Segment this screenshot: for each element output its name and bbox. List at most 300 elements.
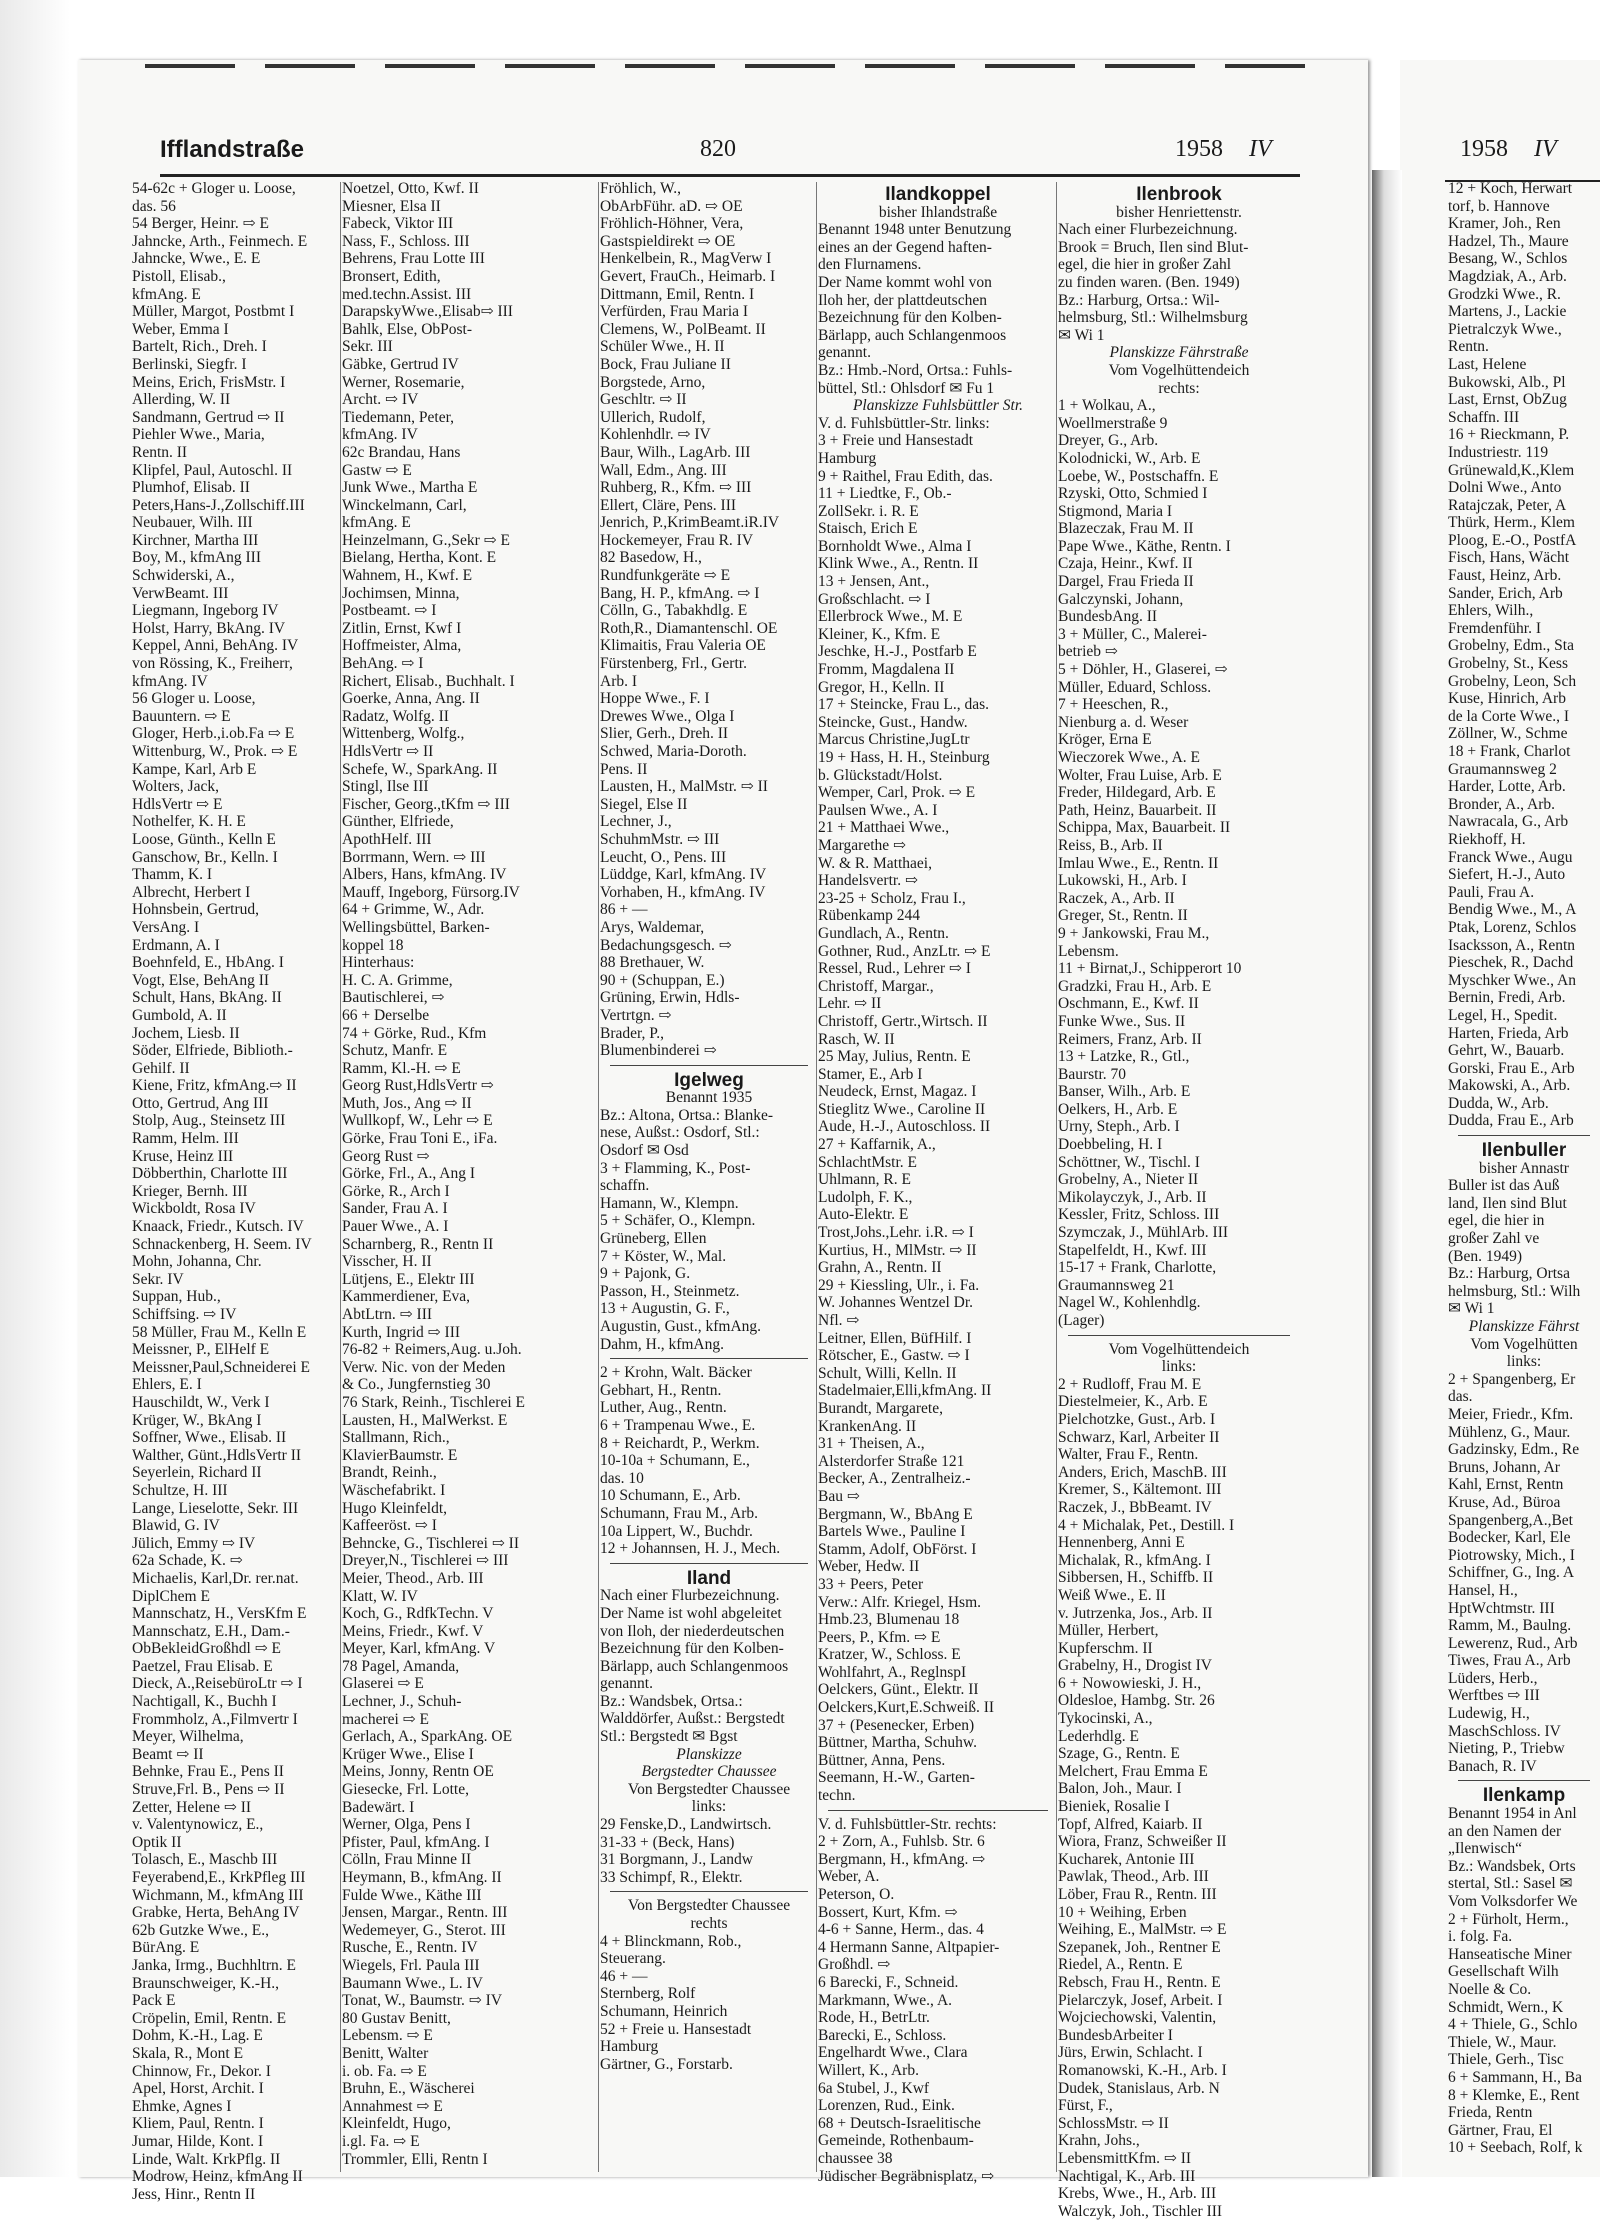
directory-line: Hanseatische Miner xyxy=(1448,1945,1572,1963)
directory-line: Keppel, Anni, BehAng. IV xyxy=(132,637,299,655)
directory-line: Wickboldt, Rosa IV xyxy=(132,1200,256,1218)
directory-line: 17 + Steincke, Frau L., das. xyxy=(818,696,990,714)
directory-line: ObArbFühr. aD. ⇨ OE xyxy=(600,197,743,215)
directory-line: Sekr. IV xyxy=(132,1270,184,1288)
directory-line: Mannschatz, H., VersKfm E xyxy=(132,1605,307,1623)
directory-line: Günther, Elfriede, xyxy=(342,813,454,831)
directory-line: Dieck, A.,ReisebüroLtr ⇨ I xyxy=(132,1675,303,1693)
directory-line: Last, Helene xyxy=(1448,355,1527,373)
directory-line: Miesner, Elsa II xyxy=(342,197,441,215)
section-rule xyxy=(1458,1780,1590,1781)
directory-line: Kremer, S., Kältemont. III xyxy=(1058,1481,1222,1499)
directory-line: Pauer Wwe., A. I xyxy=(342,1218,449,1236)
book-gutter xyxy=(1372,170,1402,2177)
directory-line: Klimaitis, Frau Valeria OE xyxy=(600,637,766,655)
column-1 xyxy=(132,180,342,2203)
directory-line: Harten, Frieda, Arb xyxy=(1448,1024,1569,1042)
directory-line: Rebsch, Frau H., Rentn. E xyxy=(1058,1973,1221,1991)
directory-line: Hockemeyer, Frau R. IV xyxy=(600,531,754,549)
directory-line: Ehmke, Agnes I xyxy=(132,2097,232,2115)
directory-line: Fröhlich, W., xyxy=(600,180,681,197)
directory-line: Szepanek, Joh., Rentner E xyxy=(1058,1938,1221,1956)
directory-line: kfmAng. IV xyxy=(342,426,418,444)
directory-line: V. d. Fuhlsbüttler-Str. links: xyxy=(818,414,990,432)
directory-line: Willert, K., Arb. xyxy=(818,2061,919,2079)
directory-line: Schwed, Maria-Doroth. xyxy=(600,743,747,760)
directory-line: 6a Stubel, J., Kwf xyxy=(818,2079,930,2097)
directory-line: Leucht, O., Pens. III xyxy=(600,848,727,866)
column-4 xyxy=(818,180,1058,2185)
directory-line: schaffn. xyxy=(600,1177,650,1195)
directory-line: 4 + Michalak, Pet., Destill. I xyxy=(1058,1516,1235,1534)
directory-line: Brader, P., xyxy=(600,1024,664,1042)
directory-line: Werner, Rosemarie, xyxy=(342,373,465,391)
directory-line: Hoffmeister, Alma, xyxy=(342,637,462,655)
directory-line: Blumenbinderei ⇨ xyxy=(600,1042,717,1060)
directory-line: Faust, Heinz, Arb. xyxy=(1448,567,1562,585)
directory-line: Vom Volksdorfer We xyxy=(1448,1893,1578,1910)
directory-line: Doebbeling, H. I xyxy=(1058,1136,1163,1154)
directory-line: helmsburg, Stl.: Wilh xyxy=(1448,1282,1581,1300)
directory-line: Heymann, B., kfmAng. II xyxy=(342,1869,502,1886)
directory-line: Nieting, P., Triebw xyxy=(1448,1740,1565,1758)
directory-line: Jülich, Emmy ⇨ IV xyxy=(132,1534,256,1552)
directory-line: 52 + Freie u. Hansestadt xyxy=(600,2020,752,2038)
directory-line: Allerding, W. II xyxy=(132,391,231,409)
directory-line: land, Ilen sind Blut xyxy=(1448,1194,1567,1212)
directory-line: Modrow, Heinz, kfmAng II xyxy=(132,2168,303,2186)
directory-line: Schwiderski, A., xyxy=(132,567,235,585)
directory-line: 64 + Grimme, W., Adr. xyxy=(342,901,485,919)
directory-line: Vogt, Else, BehAng II xyxy=(132,971,270,989)
directory-line: Raczek, J., BbBeamt. IV xyxy=(1058,1498,1212,1516)
directory-line: Pack E xyxy=(132,1992,176,2010)
directory-line: Krüger Wwe., Elise I xyxy=(342,1745,474,1763)
directory-line: 8 + Klemke, E., Rent xyxy=(1448,2086,1580,2104)
directory-line: Fürst, F., xyxy=(1058,2097,1113,2115)
directory-line: Bernin, Fredi, Arb. xyxy=(1448,989,1566,1007)
directory-line: Lange, Lieselotte, Sekr. III xyxy=(132,1499,299,1517)
directory-line: Riekhoff, H. xyxy=(1448,830,1526,848)
directory-line: Jenrich, P.,KrimBeamt.iR.IV xyxy=(600,514,780,532)
directory-line: Beamt ⇨ II xyxy=(132,1745,204,1763)
directory-line: Kleinfeldt, Hugo, xyxy=(342,2115,451,2133)
street-heading: Ilenkamp xyxy=(1482,1785,1566,1807)
directory-line: Grodzki Wwe., R. xyxy=(1448,285,1561,303)
directory-line: 2 + Zorn, A., Fuhlsb. Str. 6 xyxy=(818,1833,985,1851)
directory-line: 11 + Birnat,J., Schipperort 10 xyxy=(1058,960,1242,978)
directory-line: torf, b. Hannove xyxy=(1448,197,1550,215)
directory-line: Kessler, Fritz, Schloss. III xyxy=(1058,1206,1220,1224)
directory-line: Kiene, Fritz, kfmAng.⇨ II xyxy=(132,1077,297,1095)
directory-line: Radatz, Wolfg. II xyxy=(342,707,449,725)
directory-line: Ullerich, Rudolf, xyxy=(600,408,706,426)
directory-line: Bergmann, H., kfmAng. ⇨ xyxy=(818,1850,986,1868)
directory-line: Suppan, Hub., xyxy=(132,1288,221,1306)
directory-line: Henkelbein, R., MagVerw I xyxy=(600,250,772,268)
directory-line: LebensmittKfm. ⇨ II xyxy=(1058,2149,1192,2167)
directory-line: 4 Hermann Sanne, Altpapier- xyxy=(818,1938,1000,1956)
directory-line: Steincke, Gust., Handw. xyxy=(818,713,968,731)
directory-line: 88 Brethauer, W. xyxy=(600,954,705,972)
directory-line: Bahlk, Else, ObPost- xyxy=(342,320,473,338)
directory-line: Frommholz, A.,Filmvertr I xyxy=(132,1710,298,1728)
directory-line: Meins, Friedr., Kwf. V xyxy=(342,1622,484,1640)
directory-line: Visscher, H. II xyxy=(342,1253,432,1271)
directory-line: das. xyxy=(1448,1388,1473,1406)
directory-line: Lechner, J., xyxy=(600,813,672,831)
directory-line: Bautischlerei, ⇨ xyxy=(342,989,445,1007)
directory-line: Görke, Frl., A., Ang I xyxy=(342,1165,476,1183)
directory-line: 23-25 + Scholz, Frau I., xyxy=(818,889,966,907)
directory-line: Kirchner, Martha III xyxy=(132,531,259,549)
directory-line: Fromm, Magdalena II xyxy=(818,661,955,679)
directory-line: Michalak, R., kfmAng. I xyxy=(1058,1551,1211,1569)
directory-line: Kupferschm. II xyxy=(1058,1639,1153,1657)
directory-line: Lüddge, Karl, kfmAng. IV xyxy=(600,866,767,884)
directory-line: Pawlak, Theod., Arb. III xyxy=(1058,1868,1209,1886)
directory-line: i. ob. Fa. ⇨ E xyxy=(342,2062,427,2080)
directory-line: Wittenberg, Wolfg., xyxy=(342,725,465,743)
directory-line: Linde, Walt. KrkPflg. II xyxy=(132,2150,281,2168)
directory-line: Kliem, Paul, Rentn. I xyxy=(132,2115,264,2133)
column-6 xyxy=(1448,180,1600,2157)
directory-line: Bronsert, Edith, xyxy=(342,267,441,285)
directory-line: 46 + — xyxy=(600,1967,648,1985)
street-heading: Ilenbrook xyxy=(1136,184,1222,205)
directory-line: 76-82 + Reimers,Aug. u.Joh. xyxy=(342,1341,522,1359)
directory-line: Wäschefabrikt. I xyxy=(342,1481,446,1499)
directory-line: 29 Fenske,D., Landwirtsch. xyxy=(600,1816,772,1834)
directory-line: Sander, Frau A. I xyxy=(342,1200,448,1218)
directory-line: Walczyk, Joh., Tischler III xyxy=(1058,2202,1223,2220)
directory-line: Alsterdorfer Straße 121 xyxy=(818,1452,965,1470)
directory-line: Lütjens, E., Elektr III xyxy=(342,1270,475,1288)
directory-line: kfmAng. IV xyxy=(132,672,208,690)
directory-line: 10 + Weihing, Erben xyxy=(1058,1903,1187,1921)
directory-line: Gerlach, A., SparkAng. OE xyxy=(342,1728,513,1746)
directory-line: Wall, Edm., Ang. III xyxy=(600,461,727,479)
centered-line: Von Bergstedter Chaussee xyxy=(627,1780,791,1798)
directory-line: Wohlfahrt, A., ReglnspI xyxy=(818,1663,967,1681)
directory-line: Blazeczak, Frau M. II xyxy=(1058,520,1194,538)
directory-line: Staisch, Erich E xyxy=(818,520,918,538)
directory-line: Harder, Lotte, Arb. xyxy=(1448,778,1566,796)
directory-line: Grabke, Herta, BehAng IV xyxy=(132,1904,300,1922)
directory-line: Bergmann, W., BbAng E xyxy=(818,1505,973,1523)
directory-line: Nach einer Flurbezeichnung. xyxy=(1058,221,1238,239)
directory-line: Aude, H.-J., Autoschloss. II xyxy=(818,1118,991,1136)
directory-line: Banser, Wilh., Arb. E xyxy=(1058,1083,1191,1101)
directory-line: Oldesloe, Hambg. Str. 26 xyxy=(1058,1692,1215,1710)
directory-line: i. folg. Fa. xyxy=(1448,1928,1513,1946)
directory-line: Weiß Wwe., E. II xyxy=(1058,1586,1166,1604)
directory-line: Weber, Hedw. II xyxy=(818,1558,920,1576)
directory-line: 10 + Seebach, Rolf, k xyxy=(1448,2139,1583,2157)
directory-line: 16 + Rieckmann, P. xyxy=(1448,426,1570,444)
directory-line: Siegel, Else II xyxy=(600,795,688,813)
directory-line: BundesbAng. II xyxy=(1058,608,1158,626)
directory-line: Junk Wwe., Martha E xyxy=(342,479,478,497)
directory-line: HdlsVertr ⇨ II xyxy=(342,743,434,760)
directory-line: 10 Schumann, E., Arb. xyxy=(600,1487,741,1505)
directory-line: Krieger, Bernh. III xyxy=(132,1182,248,1200)
year-part-left xyxy=(1175,136,1272,163)
directory-line: Gorski, Frau E., Arb xyxy=(1448,1059,1575,1077)
directory-line: Nagel W., Kohlenhdlg. xyxy=(1058,1294,1201,1312)
directory-line: stertal, Stl.: Sasel ✉ xyxy=(1448,1875,1573,1893)
directory-line: 5 + Schäfer, O., Klempn. xyxy=(600,1212,756,1230)
directory-line: Meier, Theod., Arb. III xyxy=(342,1569,484,1587)
directory-line: Hamburg xyxy=(818,449,877,467)
directory-line: Albrecht, Herbert I xyxy=(132,883,251,901)
directory-line: BundesbArbeiter I xyxy=(1058,2026,1173,2044)
directory-line: Gastw ⇨ E xyxy=(342,461,412,479)
directory-line: Holst, Harry, BkAng. IV xyxy=(132,619,286,637)
directory-line: Loebe, W., Postschaffn. E xyxy=(1058,467,1219,485)
directory-line: 7 + Köster, W., Mal. xyxy=(600,1247,727,1265)
directory-line: Postbeamt. ⇨ I xyxy=(342,602,437,620)
directory-line: Jahncke, Wwe., E. E xyxy=(132,250,261,268)
directory-line: Jensen, Margar., Rentn. III xyxy=(342,1904,508,1922)
directory-line: Bukowski, Alb., Pl xyxy=(1448,373,1566,391)
directory-line: 3 + Freie und Hansestadt xyxy=(818,432,974,450)
column-2 xyxy=(342,180,600,2168)
directory-line: Dittmann, Emil, Rentn. I xyxy=(600,285,755,303)
section-rule xyxy=(610,1563,808,1564)
directory-line: Hugo Kleinfeldt, xyxy=(342,1499,448,1517)
directory-line: 1 + Wolkau, A., xyxy=(1058,397,1156,415)
directory-line: Blawid, G. IV xyxy=(132,1517,220,1535)
directory-line: Paulsen Wwe., A. I xyxy=(818,801,938,819)
directory-line: Michaelis, Karl,Dr. rer.nat. xyxy=(132,1569,299,1587)
directory-line: Walddörfer, Außst.: Bergstedt xyxy=(600,1710,785,1728)
directory-line: Rzyski, Otto, Schmied I xyxy=(1058,485,1208,503)
directory-line: Wiegels, Frl. Paula III xyxy=(342,1956,480,1974)
directory-line: von Iloh, der niederdeutschen xyxy=(600,1622,785,1640)
directory-line: Urny, Steph., Arb. I xyxy=(1058,1118,1180,1136)
centered-line: bisher Ihlandstraße xyxy=(878,203,998,221)
directory-line: Pietralczyk Wwe., xyxy=(1448,320,1562,338)
directory-line: Lebensm. ⇨ E xyxy=(342,2027,433,2045)
directory-line: Luther, Aug., Rentn. xyxy=(600,1399,727,1417)
directory-line: Oelckers,Kurt,E.Schweiß. II xyxy=(818,1699,995,1717)
street-heading: Iland xyxy=(686,1567,732,1589)
directory-line: Reimers, Franz, Arb. II xyxy=(1058,1030,1202,1048)
directory-line: Woellmerstraße 9 xyxy=(1058,414,1168,432)
directory-line: Bruhn, E., Wäscherei xyxy=(342,2080,475,2098)
directory-line: Pielarczyk, Josef, Arbeit. I xyxy=(1058,1991,1223,2009)
directory-line: 6 + Sammann, H., Ba xyxy=(1448,2068,1583,2086)
directory-line: Hamann, W., Klempn. xyxy=(600,1194,739,1212)
directory-line: Walther, Günt.,HdlsVertr II xyxy=(132,1446,302,1464)
directory-line: Oelckers, Günt., Elektr. II xyxy=(818,1681,979,1699)
directory-line: Döbberthin, Charlotte III xyxy=(132,1165,288,1183)
directory-line: Romanowski, K.-H., Arb. I xyxy=(1058,2061,1227,2079)
directory-line: Jüdischer Begräbnisplatz, ⇨ xyxy=(818,2167,995,2185)
directory-line: Hansel, H., xyxy=(1448,1581,1518,1599)
directory-line: Stigmond, Maria I xyxy=(1058,502,1173,520)
street-header: Ifflandstraße xyxy=(160,136,305,163)
directory-line: Georg Rust ⇨ xyxy=(342,1147,430,1165)
directory-line: Meier, Friedr., Kfm. xyxy=(1448,1405,1574,1423)
directory-line: Müller, Margot, Postbmt I xyxy=(132,303,295,321)
directory-line: Zitlin, Ernst, Kwf I xyxy=(342,619,462,637)
directory-line: Neubauer, Wilh. III xyxy=(132,514,253,532)
directory-line: Bieniek, Rosalie I xyxy=(1058,1798,1170,1816)
directory-line: 21 + Matthaei Wwe., xyxy=(818,819,950,837)
directory-line: Dolni Wwe., Anto xyxy=(1448,479,1562,497)
directory-line: Tiwes, Frau A., Arb xyxy=(1448,1652,1571,1670)
directory-line: Burandt, Margarete, xyxy=(818,1399,943,1417)
directory-line: 6 + Nowowieski, J. H., xyxy=(1058,1674,1202,1692)
directory-line: Graumannsweg 2 xyxy=(1448,760,1557,778)
directory-line: Kaffeeröst. ⇨ I xyxy=(342,1517,437,1535)
directory-line: 56 Gloger u. Loose, xyxy=(132,690,256,708)
directory-line: Müller, Eduard, Schloss. xyxy=(1058,678,1212,696)
directory-line: Janka, Irmg., Buchhltrn. E xyxy=(132,1956,297,1974)
directory-line: Rode, H., BetrLtr. xyxy=(818,2009,930,2027)
directory-line: Kucharek, Antonie III xyxy=(1058,1850,1195,1868)
directory-line: Richert, Elisab., Buchhalt. I xyxy=(342,672,515,690)
directory-line: Bärlapp, auch Schlangenmoos xyxy=(600,1657,789,1675)
directory-line: Seyerlein, Richard II xyxy=(132,1464,262,1482)
directory-line: Ploog, E.-O., PostfA xyxy=(1448,531,1577,549)
directory-line: Szage, G., Rentn. E xyxy=(1058,1745,1180,1763)
directory-line: Baurstr. 70 xyxy=(1058,1065,1127,1083)
directory-line: Osdorf ✉ Osd xyxy=(600,1142,689,1160)
directory-line: Kampe, Karl, Arb E xyxy=(132,760,257,778)
directory-line: Bang, H. P., kfmAng. ⇨ I xyxy=(600,584,760,602)
directory-line: 19 + Hass, H. H., Steinburg xyxy=(818,749,990,766)
directory-line: Nfl. ⇨ xyxy=(818,1312,860,1329)
directory-line: Auto-Elektr. E xyxy=(818,1206,909,1224)
directory-line: Diestelmeier, K., Arb. E xyxy=(1058,1393,1208,1411)
directory-line: Gäbke, Gertrud IV xyxy=(342,355,459,373)
directory-line: 54 Berger, Heinr. ⇨ E xyxy=(132,215,269,233)
directory-line: W. Johannes Wentzel Dr. xyxy=(818,1294,974,1312)
directory-line: Jochimsen, Minna, xyxy=(342,584,460,602)
directory-line: Weber, Emma I xyxy=(132,320,229,338)
directory-line: Archt. ⇨ IV xyxy=(342,391,419,409)
directory-line: Rasch, W. II xyxy=(818,1030,895,1048)
directory-line: den Flurnamens. xyxy=(818,256,922,274)
directory-line: Geschltr. ⇨ II xyxy=(600,391,687,409)
directory-line: Büttner, Anna, Pens. xyxy=(818,1751,946,1769)
directory-line: Bz.: Altona, Ortsa.: Blanke- xyxy=(600,1106,774,1124)
directory-line: 58 Müller, Frau M., Kelln E xyxy=(132,1323,307,1341)
directory-line: Cröpelin, Emil, Rentn. E xyxy=(132,2009,287,2027)
directory-line: Schumann, Frau M., Arb. xyxy=(600,1504,759,1522)
directory-line: Nass, F., Schloss. III xyxy=(342,232,470,250)
directory-line: Riedel, A., Rentn. E xyxy=(1058,1956,1183,1974)
directory-line: Grünewald,K.,Klem xyxy=(1448,461,1575,479)
directory-line: Borgstede, Arno, xyxy=(600,373,706,391)
directory-line: 15-17 + Frank, Charlotte, xyxy=(1058,1259,1217,1277)
directory-line: Arb. I xyxy=(600,672,638,690)
directory-line: Wolter, Frau Luise, Arb. E xyxy=(1058,766,1222,784)
directory-line: KrankenAng. II xyxy=(818,1417,917,1435)
directory-line: Tykocinski, A., xyxy=(1058,1710,1153,1728)
directory-line: Wichmann, M., kfmAng III xyxy=(132,1886,304,1904)
directory-line: Fulde Wwe., Käthe III xyxy=(342,1886,482,1904)
directory-line: Industriestr. 119 xyxy=(1448,443,1549,461)
directory-line: Wolters, Jack, xyxy=(132,778,219,796)
directory-line: 9 + Jankowski, Frau M., xyxy=(1058,924,1210,942)
directory-line: Bielang, Hertha, Kont. E xyxy=(342,549,497,567)
directory-line: Nienburg a. d. Weser xyxy=(1058,713,1189,731)
directory-line: Mauff, Ingeborg, Fürsorg.IV xyxy=(342,883,520,901)
directory-line: Gevert, FrauCh., Heimarb. I xyxy=(600,267,776,285)
directory-line: Oschmann, E., Kwf. II xyxy=(1058,995,1199,1013)
directory-line: Schutz, Manfr. E xyxy=(342,1042,448,1060)
directory-line: Bz.: Harburg, Ortsa.: Wil- xyxy=(1058,291,1220,309)
directory-line: kfmAng. E xyxy=(342,514,411,532)
directory-line: Last, Ernst, ObZug xyxy=(1448,391,1567,409)
column-5 xyxy=(1058,180,1300,2220)
directory-line: Ehlers, Wilh., xyxy=(1448,602,1534,620)
directory-line: BehAng. ⇨ I xyxy=(342,655,424,673)
directory-line: betrieb ⇨ xyxy=(1058,643,1118,661)
directory-line: 13 + Latzke, R., Gtl., xyxy=(1058,1048,1190,1066)
directory-line: Nawracala, G., Arb xyxy=(1448,813,1569,831)
directory-line: Bedachungsgesch. ⇨ xyxy=(600,936,732,954)
directory-line: Gloger, Herb.,i.ob.Fa ⇨ E xyxy=(132,725,295,743)
directory-line: Gumbold, A. II xyxy=(132,1006,227,1024)
directory-line: Margarethe ⇨ xyxy=(818,836,907,854)
directory-line: Jochem, Liesb. II xyxy=(132,1024,240,1042)
directory-line: 13 + Jensen, Ant., xyxy=(818,573,930,591)
directory-line: Wellingsbüttel, Barken- xyxy=(342,918,490,936)
section-rule xyxy=(1458,1135,1590,1136)
directory-line: Bz.: Wandsbek, Ortsa.: xyxy=(600,1692,743,1710)
directory-line: Dargel, Frau Frieda II xyxy=(1058,573,1194,591)
section-rule xyxy=(610,1358,808,1359)
directory-line: Kratzer, W., Schloss. E xyxy=(818,1646,961,1664)
directory-line: Marcus Christine,JugLtr xyxy=(818,731,970,749)
directory-line: Bezeichnung für den Kolben- xyxy=(600,1640,784,1658)
directory-line: Czaja, Heinr., Kwf. II xyxy=(1058,555,1193,573)
directory-line: Soffner, Wwe., Elisab. II xyxy=(132,1429,287,1447)
directory-line: Drewes Wwe., Olga I xyxy=(600,707,735,725)
directory-line: ✉ Wi 1 xyxy=(1058,326,1105,344)
directory-line: 29 + Kiessling, Ulr., i. Fa. xyxy=(818,1276,980,1294)
directory-line: Georg Rust,HdlsVertr ⇨ xyxy=(342,1077,494,1095)
directory-line: 6 + Trampenau Wwe., E. xyxy=(600,1416,756,1434)
directory-line: Vorhaben, H., kfmAng. IV xyxy=(600,883,766,901)
directory-line: Schefe, W., SparkAng. II xyxy=(342,760,498,778)
directory-line: 10a Lippert, W., Buchdr. xyxy=(600,1522,753,1540)
directory-line: 13 + Augustin, G. F., xyxy=(600,1300,730,1318)
centered-line: bisher Henriettenstr. xyxy=(1116,203,1242,221)
directory-line: Bornholdt Wwe., Alma I xyxy=(818,537,972,555)
directory-line: Mühlenz, G., Maur. xyxy=(1448,1423,1571,1441)
directory-line: ✉ Wi 1 xyxy=(1448,1300,1495,1318)
directory-line: Lukowski, H., Arb. I xyxy=(1058,872,1187,890)
directory-line: Trommler, Elli, Rentn I xyxy=(342,2150,488,2168)
directory-line: Arys, Waldemar, xyxy=(600,918,705,936)
directory-line: Walter, Frau F., Rentn. xyxy=(1058,1446,1199,1464)
directory-line: Rundfunkgeräte ⇨ E xyxy=(600,567,731,585)
directory-line: v. Valentynowicz, E., xyxy=(132,1816,264,1834)
directory-line: Leitner, Ellen, BüfHilf. I xyxy=(818,1329,972,1347)
directory-line: Stapelfeldt, H., Kwf. III xyxy=(1058,1241,1207,1259)
directory-line: 90 + (Schuppan, E.) xyxy=(600,971,725,989)
directory-line: 6 Barecki, F., Schneid. xyxy=(818,1973,959,1991)
directory-line: Schiffsing. ⇨ IV xyxy=(132,1306,237,1323)
directory-line: Albers, Hans, kfmAng. IV xyxy=(342,866,507,884)
directory-line: Heinzelmann, G.,Sekr ⇨ E xyxy=(342,531,510,549)
